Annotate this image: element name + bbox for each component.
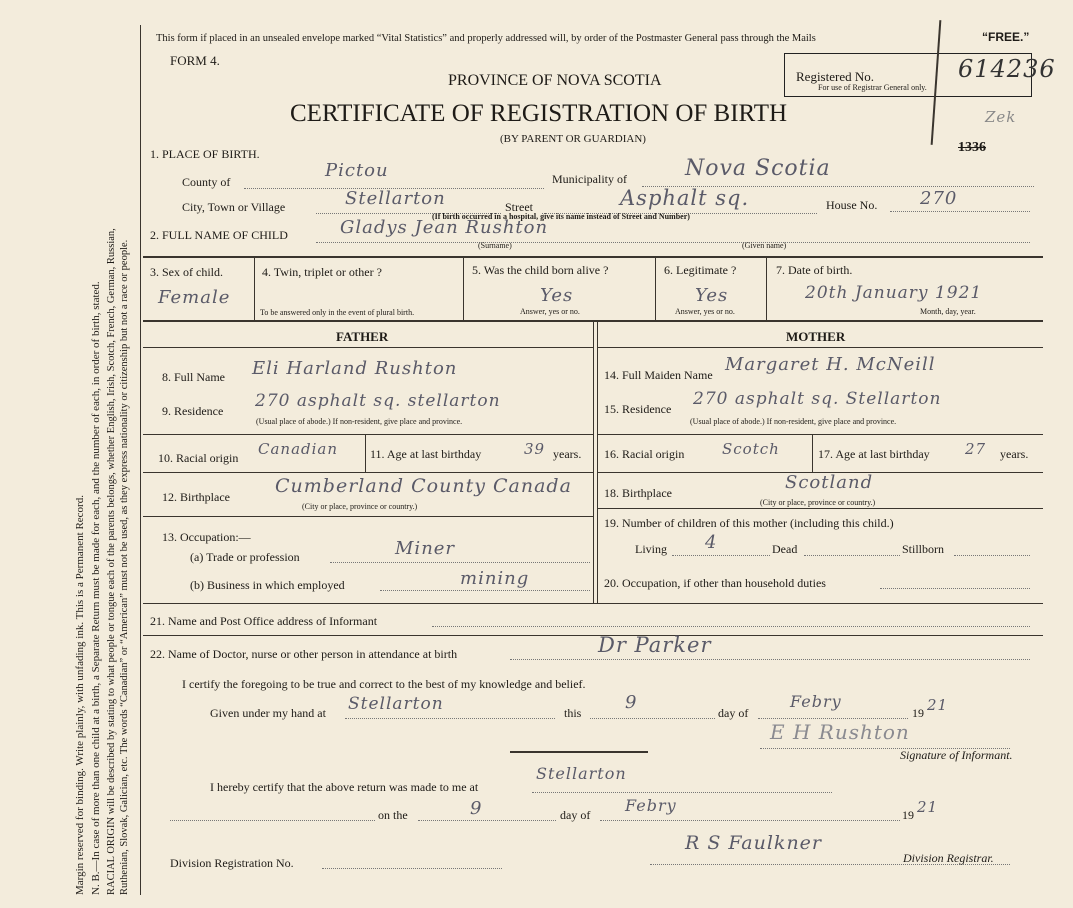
twin-note: To be answered only in the event of plural birth. xyxy=(260,308,415,317)
registrar-place-value: Stellarton xyxy=(536,764,627,783)
fill-line xyxy=(672,555,770,556)
county-label: County of xyxy=(182,175,231,189)
rule-line xyxy=(766,256,767,320)
registrar-month-value: Febry xyxy=(625,796,677,815)
day-of-label: day of xyxy=(718,706,749,720)
division-registration-label: Division Registration No. xyxy=(170,856,294,870)
legitimate-value: Yes xyxy=(695,285,729,306)
fill-line xyxy=(380,590,590,591)
rule-line xyxy=(143,472,593,473)
fill-line xyxy=(330,562,590,563)
trade-label: (a) Trade or profession xyxy=(190,550,300,564)
registrar-signature: R S Faulkner xyxy=(685,832,823,854)
rule-line xyxy=(598,508,1043,509)
margin-note-4: Ruthenian, Slovak, Galician, etc. The words “Canadian” or “American” must not be used, as they express nationality or citizenship but not a race or people. xyxy=(119,239,130,895)
mother-birthplace-label: 18. Birthplace xyxy=(604,486,672,500)
stillborn-label: Stillborn xyxy=(902,542,945,556)
rule-line xyxy=(598,347,1043,348)
dob-label: 7. Date of birth. xyxy=(776,263,853,277)
legitimate-label: 6. Legitimate ? xyxy=(664,263,737,277)
rule-line xyxy=(597,320,598,603)
living-label: Living xyxy=(635,542,667,556)
this-label: this xyxy=(564,706,582,720)
mother-occupation-label: 20. Occupation, if other than household duties xyxy=(604,576,826,590)
father-residence-value: 270 asphalt sq. stellarton xyxy=(255,391,501,411)
fill-line xyxy=(345,718,555,719)
free-label: “FREE.” xyxy=(982,30,1030,44)
mail-notice: This form if placed in an unsealed envelope marked “Vital Statistics” and properly addressed will, by order of the Postmaster General pass through the Mails xyxy=(156,33,816,44)
mother-years-label: years. xyxy=(1000,447,1029,461)
mother-birthplace-note: (City or place, province or country.) xyxy=(760,498,876,507)
province-title: PROVINCE OF NOVA SCOTIA xyxy=(448,72,662,89)
divider xyxy=(510,751,648,753)
registrar-day-of-label: day of xyxy=(560,808,591,822)
struck-number: 1336 xyxy=(958,140,986,155)
father-birthplace-label: 12. Birthplace xyxy=(162,490,230,504)
mother-residence-label: 15. Residence xyxy=(604,402,672,416)
rule-line xyxy=(812,434,813,472)
father-name-label: 8. Full Name xyxy=(162,370,225,384)
registrar-certify: I hereby certify that the above return was made to me at xyxy=(210,780,479,794)
informant-signature: E H Rushton xyxy=(770,720,910,744)
fill-line xyxy=(758,718,908,719)
corner-mark: Zek xyxy=(985,108,1017,126)
informant-label: 21. Name and Post Office address of Informant xyxy=(150,614,378,628)
house-value: 270 xyxy=(920,188,958,209)
fill-line xyxy=(880,588,1030,589)
trade-value: Miner xyxy=(395,538,456,559)
father-race-value: Canadian xyxy=(258,440,339,458)
margin-note-2: N. B.—In case of more than one child at a birth, a Separate Return must be made for each, and the number of each, in order of birth, stated. xyxy=(90,281,102,895)
rule-line xyxy=(143,256,1043,258)
street-value: Asphalt sq. xyxy=(620,186,750,210)
fill-line xyxy=(804,555,900,556)
dob-value: 20th January 1921 xyxy=(805,283,983,303)
dead-label: Dead xyxy=(772,542,798,556)
fill-line xyxy=(510,659,1030,660)
form-number: FORM 4. xyxy=(170,53,220,68)
mother-name-value: Margaret H. McNeill xyxy=(725,354,936,375)
rule-line xyxy=(598,434,1043,435)
rule-line xyxy=(143,603,1043,604)
mother-race-value: Scotch xyxy=(722,440,780,458)
margin-rule xyxy=(140,25,141,895)
sex-value: Female xyxy=(158,287,231,308)
street-label: Street xyxy=(505,200,533,214)
mother-header: MOTHER xyxy=(786,329,846,344)
father-age-label: 11. Age at last birthday xyxy=(370,447,482,461)
doctor-value: Dr Parker xyxy=(598,633,712,657)
given-at-value: Stellarton xyxy=(348,694,444,714)
living-value: 4 xyxy=(705,532,718,553)
municipality-label: Municipality of xyxy=(552,172,627,186)
city-label: City, Town or Village xyxy=(182,200,286,214)
given-day-value: 9 xyxy=(625,692,638,713)
children-label: 19. Number of children of this mother (including this child.) xyxy=(604,516,894,530)
county-value: Pictou xyxy=(325,160,389,181)
alive-note: Answer, yes or no. xyxy=(520,307,580,316)
mother-name-label: 14. Full Maiden Name xyxy=(604,368,713,382)
alive-label: 5. Was the child born alive ? xyxy=(472,263,609,277)
given-month-value: Febry xyxy=(790,692,842,711)
registrar-signature-label: Division Registrar. xyxy=(903,851,994,865)
on-the-label: on the xyxy=(378,808,408,822)
house-label: House No. xyxy=(826,198,878,212)
municipality-value: Nova Scotia xyxy=(685,156,831,181)
year-prefix: 19 xyxy=(912,706,924,720)
business-label: (b) Business in which employed xyxy=(190,578,345,592)
given-year-value: 21 xyxy=(927,696,949,714)
fill-line xyxy=(170,820,375,821)
informant-certify: I certify the foregoing to be true and correct to the best of my knowledge and belief. xyxy=(182,677,586,691)
informant-signature-label: Signature of Informant. xyxy=(900,748,1013,762)
fill-line xyxy=(432,626,1030,627)
fill-line xyxy=(418,820,556,821)
page-title: CERTIFICATE OF REGISTRATION OF BIRTH xyxy=(290,100,788,127)
fill-line xyxy=(590,718,715,719)
margin-note-3: RACIAL ORIGIN will be described by stating to what people or tongue each of the parents belongs, whether English, Irish, Scotch, French, German, Russian, xyxy=(106,228,117,895)
registrar-year-prefix: 19 xyxy=(902,808,914,822)
father-name-value: Eli Harland Rushton xyxy=(252,358,458,379)
rule-line xyxy=(655,256,656,320)
father-birthplace-note: (City or place, province or country.) xyxy=(302,502,418,511)
registered-no-note: For use of Registrar General only. xyxy=(818,83,927,92)
rule-line xyxy=(143,516,593,517)
father-header: FATHER xyxy=(336,329,389,344)
fill-line xyxy=(954,555,1030,556)
city-value: Stellarton xyxy=(345,188,446,209)
mother-age-label: 17. Age at last birthday xyxy=(818,447,930,461)
alive-value: Yes xyxy=(540,285,574,306)
child-name-label: 2. FULL NAME OF CHILD xyxy=(150,228,288,242)
mother-residence-note: (Usual place of abode.) If non-resident, give place and province. xyxy=(690,417,897,426)
mother-age-value: 27 xyxy=(965,440,987,458)
occupation-label: 13. Occupation:— xyxy=(162,530,251,544)
rule-line xyxy=(143,434,593,435)
father-residence-note: (Usual place of abode.) If non-resident, give place and province. xyxy=(256,417,463,426)
fill-line xyxy=(890,211,1030,212)
legitimate-note: Answer, yes or no. xyxy=(675,307,735,316)
rule-line xyxy=(365,434,366,472)
doctor-label: 22. Name of Doctor, nurse or other person in attendance at birth xyxy=(150,647,458,661)
rule-line xyxy=(463,256,464,320)
registered-no-value: 614236 xyxy=(958,55,1056,83)
child-name-value: Gladys Jean Rushton xyxy=(340,217,549,238)
fill-line xyxy=(532,792,832,793)
father-years-label: years. xyxy=(553,447,582,461)
rule-line xyxy=(143,347,593,348)
sex-label: 3. Sex of child. xyxy=(150,265,223,279)
registrar-year-value: 21 xyxy=(917,798,939,816)
mother-race-label: 16. Racial origin xyxy=(604,447,685,461)
hospital-note: (If birth occurred in a hospital, give its name instead of Street and Number) xyxy=(432,212,690,221)
father-birthplace-value: Cumberland County Canada xyxy=(275,475,572,497)
mother-birthplace-value: Scotland xyxy=(785,472,874,493)
fill-line xyxy=(600,820,900,821)
father-race-label: 10. Racial origin xyxy=(158,451,239,465)
registered-no-label: Registered No. xyxy=(796,69,874,84)
twin-label: 4. Twin, triplet or other ? xyxy=(262,265,382,279)
mother-residence-value: 270 asphalt sq. Stellarton xyxy=(693,389,942,409)
rule-line xyxy=(254,256,255,320)
father-age-value: 39 xyxy=(524,440,546,458)
business-value: mining xyxy=(460,568,530,589)
fill-line xyxy=(316,242,1030,243)
place-label: 1. PLACE OF BIRTH. xyxy=(150,147,260,161)
registrar-day-value: 9 xyxy=(470,798,483,819)
surname-note: (Surname) xyxy=(478,241,512,250)
father-residence-label: 9. Residence xyxy=(162,404,224,418)
given-name-note: (Given name) xyxy=(742,241,787,250)
margin-note-1: Margin reserved for binding. Write plainly, with unfading ink. This is a Permanent Record. xyxy=(74,495,86,895)
subtitle: (BY PARENT OR GUARDIAN) xyxy=(500,133,646,145)
given-at-label: Given under my hand at xyxy=(210,706,326,720)
rule-line xyxy=(143,635,1043,636)
rule-line xyxy=(593,320,594,603)
dob-note: Month, day, year. xyxy=(920,307,976,316)
fill-line xyxy=(322,868,502,869)
